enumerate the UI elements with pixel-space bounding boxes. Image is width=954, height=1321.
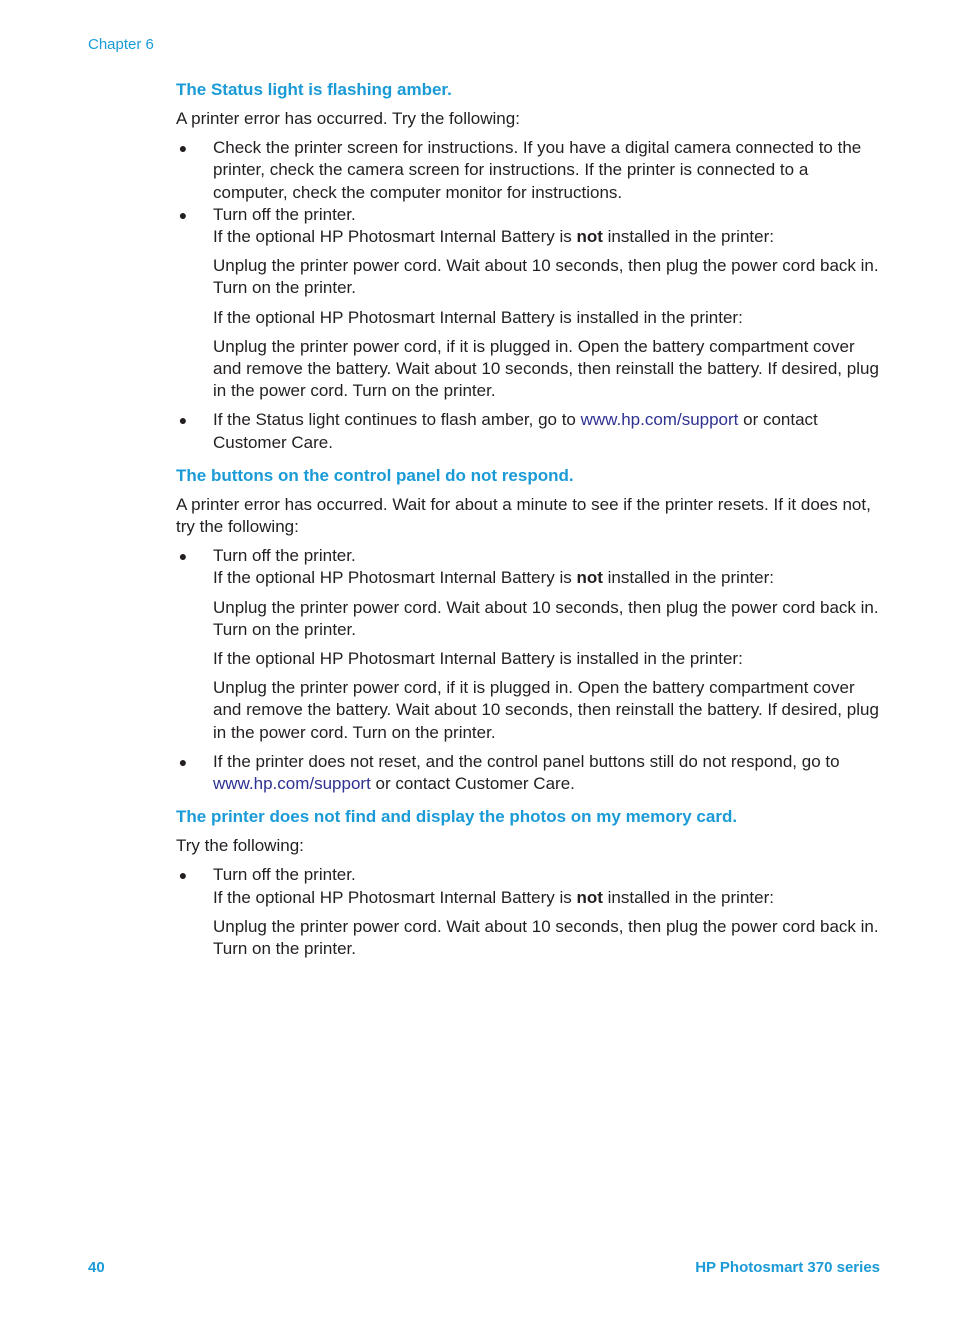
list-item-text: Turn off the printer. — [213, 546, 356, 566]
section-status-light — [176, 79, 882, 454]
battery-not-installed-text: If the optional HP Photosmart Internal Battery is not installed in the printer: — [213, 887, 774, 907]
list-item-text: Check the printer screen for instructions. If you have a digital camera connected to the printer, check the camera screen for instructions. If the printer is connected to a computer, check the computer monitor for instructions. — [213, 138, 862, 202]
support-link[interactable]: www.hp.com/support — [213, 774, 371, 794]
battery-not-installed-text: If the optional HP Photosmart Internal Battery is not installed in the printer: — [213, 227, 774, 247]
unplug-instructions: Unplug the printer power cord. Wait about 10 seconds, then plug the power cord back in. Turn on the printer. — [213, 597, 879, 639]
bullet-icon: ● — [178, 140, 188, 157]
unplug-instructions: Unplug the printer power cord. Wait about 10 seconds, then plug the power cord back in. Turn on the printer. — [213, 916, 879, 959]
bullet-list — [176, 864, 882, 960]
chapter-label: Chapter 6 — [88, 36, 154, 53]
list-item-text: If the printer does not reset, and the control panel buttons still do not respond, go to www.hp.com/support or contact Customer Care. — [213, 751, 840, 794]
bullet-list — [176, 137, 882, 454]
section-heading: The Status light is flashing amber. — [176, 80, 452, 99]
bullet-list — [176, 545, 882, 795]
list-item-text: Turn off the printer. — [213, 204, 356, 224]
section-intro: A printer error has occurred. Try the following: — [176, 109, 520, 128]
list-item — [176, 204, 882, 403]
battery-instructions: Unplug the printer power cord, if it is plugged in. Open the battery compartment cover and remove the battery. Wait about 10 seconds, then reinstall the battery. If desired, plug in the power cord. Turn on the printer. — [213, 336, 879, 401]
bullet-icon: ● — [178, 206, 188, 223]
page-content — [176, 79, 882, 971]
battery-installed-text: If the optional HP Photosmart Internal Battery is installed in the printer: — [213, 307, 743, 327]
list-item-text: Turn off the printer. — [213, 865, 356, 885]
support-link[interactable]: www.hp.com/support — [580, 410, 739, 430]
section-heading: The buttons on the control panel do not respond. — [176, 465, 574, 485]
list-item — [176, 751, 882, 795]
list-item — [176, 864, 882, 960]
bullet-icon: ● — [178, 412, 188, 429]
unplug-instructions: Unplug the printer power cord. Wait about 10 seconds, then plug the power cord back in. Turn on the printer. — [213, 256, 879, 298]
bullet-icon: ● — [178, 548, 188, 565]
list-item — [176, 137, 882, 204]
section-intro: A printer error has occurred. Wait for about a minute to see if the printer resets. If it does not, try the following: — [176, 494, 871, 537]
list-item — [176, 545, 882, 744]
list-item-text: If the Status light continues to flash amber, go to www.hp.com/support or contact Customer Care. — [213, 410, 818, 452]
product-name: HP Photosmart 370 series — [695, 1259, 880, 1276]
battery-installed-text: If the optional HP Photosmart Internal Battery is installed in the printer: — [213, 649, 743, 669]
page-number: 40 — [88, 1259, 105, 1276]
battery-instructions: Unplug the printer power cord, if it is plugged in. Open the battery compartment cover and remove the battery. Wait about 10 seconds, then reinstall the battery. If desired, plug in the power cord. Turn on the printer. — [213, 678, 879, 742]
section-buttons-not-responding — [176, 465, 882, 795]
section-heading: The printer does not find and display the photos on my memory card. — [176, 807, 738, 827]
bullet-icon: ● — [178, 867, 188, 884]
battery-not-installed-text: If the optional HP Photosmart Internal Battery is not installed in the printer: — [213, 568, 774, 588]
section-intro: Try the following: — [176, 836, 304, 856]
list-item — [176, 409, 882, 453]
section-memory-card-photos — [176, 806, 882, 960]
bullet-icon: ● — [178, 753, 188, 770]
